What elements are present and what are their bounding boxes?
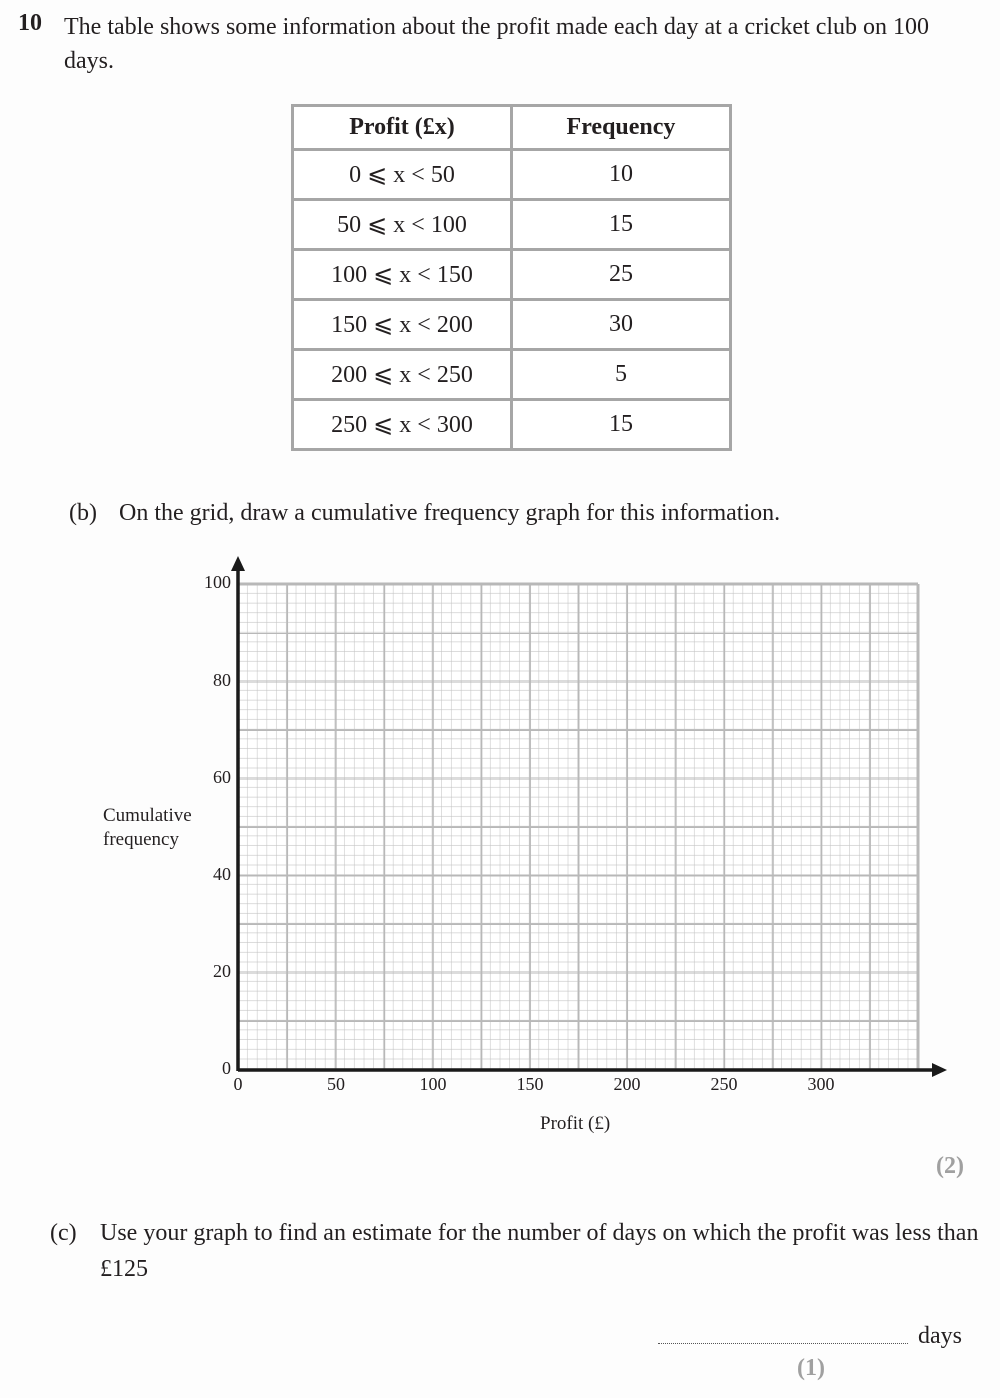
x-tick-150: 150 bbox=[516, 1074, 544, 1094]
profit-cell: 100 ⩽ x < 150 bbox=[293, 250, 512, 300]
y-tick-80: 80 bbox=[213, 670, 231, 690]
frequency-cell: 25 bbox=[512, 250, 731, 300]
y-tick-60: 60 bbox=[213, 767, 231, 787]
part-c-marks: (1) bbox=[797, 1355, 825, 1381]
x-tick-0: 0 bbox=[233, 1074, 243, 1094]
header-profit: Profit (£x) bbox=[293, 106, 512, 150]
x-tick-250: 250 bbox=[710, 1074, 738, 1094]
part-c bbox=[50, 1215, 990, 1287]
part-b-marks: (2) bbox=[936, 1153, 964, 1179]
frequency-cell: 30 bbox=[512, 300, 731, 350]
profit-cell: 0 ⩽ x < 50 bbox=[293, 150, 512, 200]
part-c-label: (c) bbox=[50, 1220, 77, 1246]
y-tick-100: 100 bbox=[204, 572, 231, 592]
question-number: 10 bbox=[18, 10, 42, 36]
y-axis-arrow-icon bbox=[231, 556, 245, 571]
answer-input-line[interactable] bbox=[658, 1343, 908, 1344]
y-tick-20: 20 bbox=[213, 961, 231, 981]
frequency-cell: 10 bbox=[512, 150, 731, 200]
x-axis-arrow-icon bbox=[932, 1063, 947, 1077]
profit-cell: 50 ⩽ x < 100 bbox=[293, 200, 512, 250]
profit-cell: 250 ⩽ x < 300 bbox=[293, 400, 512, 450]
x-tick-50: 50 bbox=[327, 1074, 345, 1094]
question-text: The table shows some information about the profit made each day at a cricket club on 100 days. bbox=[64, 14, 930, 74]
part-c-text: Use your graph to find an estimate for the number of days on which the profit was less than £125 bbox=[100, 1220, 979, 1282]
frequency-cell: 15 bbox=[512, 200, 731, 250]
y-tick-0: 0 bbox=[222, 1058, 231, 1078]
part-b-text: On the grid, draw a cumulative frequency graph for this information. bbox=[119, 500, 781, 526]
x-tick-100: 100 bbox=[419, 1074, 447, 1094]
x-tick-200: 200 bbox=[613, 1074, 641, 1094]
y-axis-label: Cumulative frequency bbox=[103, 805, 192, 850]
header-frequency: Frequency bbox=[512, 106, 731, 150]
frequency-cell: 15 bbox=[512, 400, 731, 450]
x-tick-300: 300 bbox=[807, 1074, 835, 1094]
x-axis-label: Profit (£) bbox=[540, 1113, 611, 1134]
part-b-label: (b) bbox=[69, 500, 97, 526]
profit-cell: 200 ⩽ x < 250 bbox=[293, 350, 512, 400]
y-tick-40: 40 bbox=[213, 864, 231, 884]
frequency-cell: 5 bbox=[512, 350, 731, 400]
answer-unit: days bbox=[918, 1323, 962, 1349]
profit-cell: 150 ⩽ x < 200 bbox=[293, 300, 512, 350]
